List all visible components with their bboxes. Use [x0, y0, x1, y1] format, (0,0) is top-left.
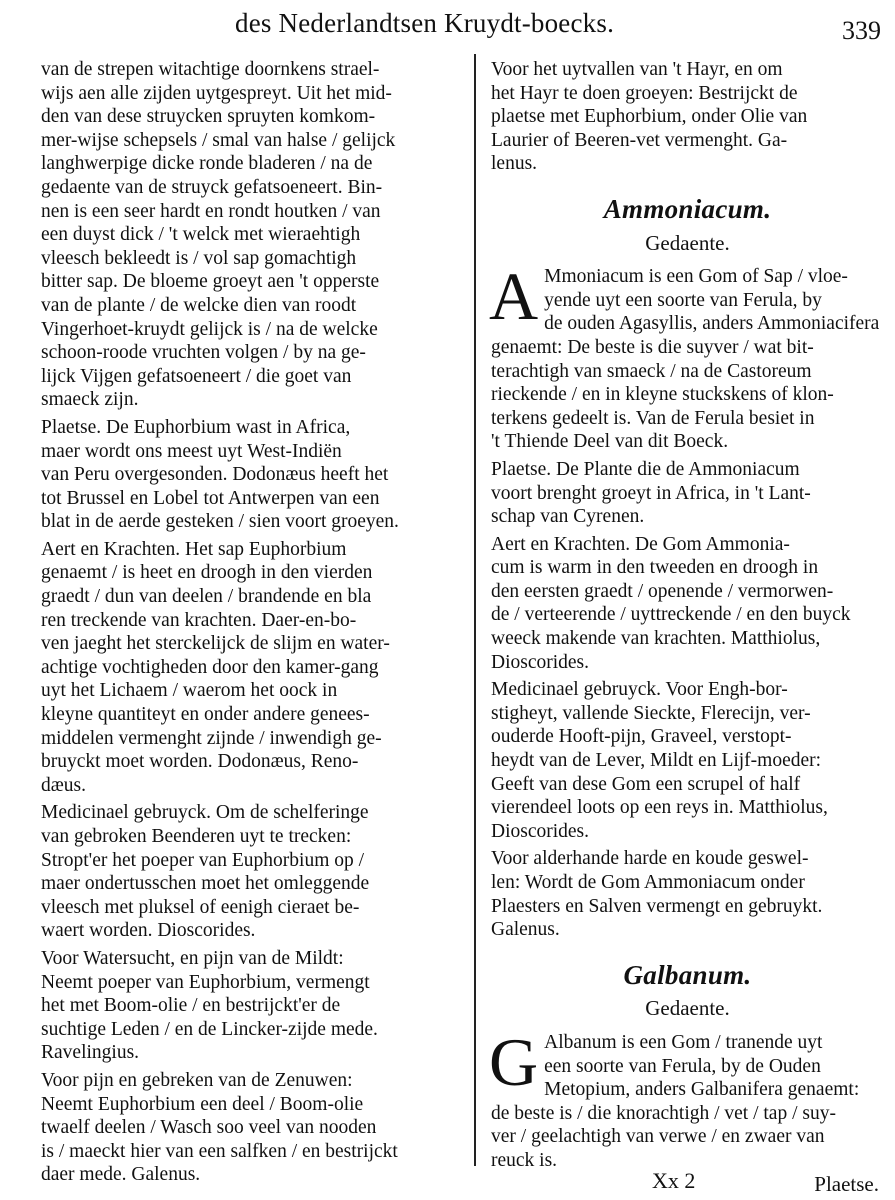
- right-column: [491, 58, 884, 1177]
- text-line: is / maeckt hier van een salfken / en bestrijckt: [41, 1140, 398, 1162]
- text-line: Aert en Krachten. De Gom Ammonia-: [491, 533, 790, 555]
- text-line: voort brenght groeyt in Africa, in 't Lant-: [491, 482, 811, 504]
- text-line: suchtige Leden / en de Lincker-zijde mede.: [41, 1018, 378, 1040]
- text-line: uyt het Lichaem / waerom het oock in: [41, 680, 338, 702]
- text-line: Voor pijn en gebreken van de Zenuwen:: [41, 1069, 353, 1091]
- text-line: een soorte van Ferula, by de Ouden: [544, 1055, 821, 1077]
- text-line: Medicinael gebruyck. Voor Engh-bor-: [491, 679, 788, 701]
- text-line: vleesch met pluksel of eenigh cieraet be-: [41, 896, 360, 918]
- text-line: Albanum is een Gom / tranende uyt: [544, 1031, 823, 1053]
- text-line: 't Thiende Deel van dit Boeck.: [491, 431, 729, 453]
- column-divider: [474, 54, 476, 1166]
- text-line: Vingerhoet-kruydt gelijck is / na de welcke: [41, 318, 378, 340]
- euphorbium-zenuwen: [41, 1069, 461, 1187]
- text-line: een duyst dick / 't welck met wieraehtigh: [41, 224, 361, 246]
- text-line: smaeck zijn.: [41, 389, 139, 411]
- text-line: Plaetse. De Euphorbium wast in Africa,: [41, 416, 351, 438]
- text-line: stigheyt, vallende Sieckte, Flerecijn, ver-: [491, 702, 811, 724]
- text-line: Dioscorides.: [491, 651, 590, 673]
- text-line: terachtigh van smaeck / na de Castoreum: [491, 360, 812, 382]
- text-line: Voor Watersucht, en pijn van de Mildt:: [41, 947, 344, 969]
- text-line: Galenus.: [491, 919, 560, 941]
- text-line: Aert en Krachten. Het sap Euphorbium: [41, 538, 347, 560]
- euphorbium-description: [41, 58, 461, 412]
- ammoniacum-gedaente: [489, 258, 884, 454]
- text-line: heydt van de Lever, Mildt en Lijf-moeder:: [491, 750, 822, 772]
- text-line: kleyne quantiteyt en onder andere genees-: [41, 704, 370, 726]
- page-number: 339: [842, 16, 881, 45]
- text-line: van de plante / de welcke dien van roodt: [41, 294, 357, 316]
- text-line: mer-wijse schepsels / smal van halse / gelijck: [41, 129, 396, 151]
- ammoniacum-geswellen: [491, 847, 884, 941]
- ammoniacum-plaetse: [491, 458, 884, 529]
- text-line: ver / geelachtigh van verwe / en zwaer van: [491, 1126, 825, 1148]
- text-line: ouderde Hooft-pijn, Graveel, verstopt-: [491, 726, 792, 748]
- text-line: cum is warm in den tweeden en droogh in: [491, 557, 819, 579]
- text-line: terkens gedeelt is. Van de Ferula besiet in: [491, 407, 815, 429]
- euphorbium-plaetse: [41, 416, 461, 534]
- text-line: genaemt: De beste is die suyver / wat bit-: [491, 336, 814, 358]
- text-line: Plaetse. De Plante die de Ammoniacum: [491, 458, 800, 480]
- text-line: graedt / dun van deelen / brandende en bla: [41, 586, 372, 608]
- text-line: bruyckt moet worden. Dodonæus, Reno-: [41, 751, 359, 773]
- text-line: Voor alderhande harde en koude geswel-: [491, 848, 809, 870]
- euphorbium-medicinael: [41, 801, 461, 943]
- text-line: wijs aen alle zijden uytgesprеyt. Uit het mid-: [41, 82, 392, 104]
- text-line: vierendeel loots op een reys in. Matthiolus,: [491, 797, 828, 819]
- text-line: Neemt Euphorbium een deel / Boom-olie: [41, 1093, 364, 1115]
- section-title-galbanum: Galbanum.: [623, 959, 752, 990]
- text-line: ven jaeght het sterckelijck de slijm en water-: [41, 633, 390, 655]
- text-line: langhwerpige dicke ronde bladeren / na de: [41, 153, 373, 175]
- drop-cap: G: [489, 1023, 539, 1100]
- text-line: van Peru overgesonden. Dodonæus heeft het: [41, 464, 389, 486]
- text-line: Geeft van dese Gom een scrupel of half: [491, 773, 801, 795]
- text-line: den eersten graedt / openende / vermorwen-: [491, 580, 834, 602]
- text-line: weeck makende van krachten. Matthiolus,: [491, 628, 821, 650]
- text-line: reuck is.: [491, 1149, 558, 1171]
- text-line: Mmoniacum is een Gom of Sap / vloe-: [544, 266, 848, 288]
- euphorbium-aert: [41, 538, 461, 798]
- text-line: blat in de aerde gesteken / sien voort groeyen.: [41, 511, 399, 533]
- text-line: de beste is / die knorachtigh / vet / tap / suy-: [491, 1102, 836, 1124]
- text-line: lijck Vijgen gefatsoeneert / die goet van: [41, 365, 352, 387]
- text-line: gedaente van de struyck gefatsoeneert. Bin-: [41, 176, 383, 198]
- section-title-ammoniacum: Ammoniacum.: [603, 193, 772, 224]
- hayr-paragraph: [491, 58, 884, 176]
- text-line: achtige vochtigheden door den kamer-gang: [41, 656, 379, 678]
- text-line: maer ondertusschen moet het omleggende: [41, 873, 370, 895]
- text-line: Laurier of Beeren-vet vermenght. Ga-: [491, 129, 788, 151]
- text-line: den van dese struycken spruyten komkom-: [41, 106, 376, 128]
- text-line: Dioscorides.: [491, 820, 590, 842]
- catchword: Plaetse.: [814, 1172, 879, 1196]
- running-head: des Nederlandtsen Kruydt-boecks.: [235, 8, 615, 38]
- text-line: schap van Cyrenen.: [491, 506, 645, 528]
- text-line: Metopium, anders Galbanifera genaemt:: [544, 1079, 860, 1101]
- text-line: dæus.: [41, 774, 86, 796]
- galbanum-gedaente: [489, 1023, 884, 1173]
- text-line: schoon-roode vruchten volgen / by na ge-: [41, 342, 366, 364]
- text-line: daer mede. Galenus.: [41, 1164, 201, 1186]
- text-line: Medicinael gebruyck. Om de schelferinge: [41, 802, 369, 824]
- text-line: Plaesters en Salven vermengt en gebruykt.: [491, 895, 823, 917]
- text-line: lenus.: [491, 153, 538, 175]
- text-line: van de strepen witachtige doornkens strael-: [41, 59, 380, 80]
- text-line: vleesch bekleedt is / vol sap gomachtigh: [41, 247, 357, 269]
- left-column: [41, 58, 461, 1191]
- ammoniacum-medicinael: [491, 678, 884, 843]
- subheading-gedaente: Gedaente.: [645, 230, 730, 255]
- text-line: het met Boom-olie / en bestrijckt'er de: [41, 995, 341, 1017]
- text-line: tot Brussel en Lobel tot Antwerpen van een: [41, 487, 380, 509]
- text-line: yende uyt een soorte van Ferula, by: [544, 289, 822, 311]
- drop-cap: A: [489, 258, 539, 335]
- text-line: bitter sap. De bloeme groeyt aen 't opperste: [41, 271, 380, 293]
- text-line: genaemt / is heet en droogh in den vierden: [41, 562, 373, 584]
- text-line: waert worden. Dioscorides.: [41, 920, 256, 942]
- text-line: rieckende / en in kleyne stuckskens of klon-: [491, 384, 834, 406]
- text-line: Ravelingius.: [41, 1042, 140, 1064]
- ammoniacum-aert: [491, 533, 884, 675]
- text-line: Stropt'er het poeper van Euphorbium op /: [41, 849, 365, 871]
- subheading-gedaente: Gedaente.: [645, 996, 730, 1021]
- text-line: middelen vermenght zijnde / inwendigh ge-: [41, 727, 382, 749]
- signature-mark: Xx 2: [652, 1168, 696, 1193]
- text-line: len: Wordt de Gom Ammoniacum onder: [491, 872, 805, 893]
- text-line: twaelf deelen / Wasch soo veel van nooden: [41, 1117, 377, 1139]
- text-line: het Hayr te doen groeyen: Bestrijckt de: [491, 82, 798, 104]
- text-line: maer wordt ons meest uyt West-Indiën: [41, 440, 342, 462]
- text-line: ren treckende van krachten. Daer-en-bo-: [41, 609, 357, 631]
- euphorbium-watersucht: [41, 947, 461, 1065]
- text-line: de ouden Agasyllis, anders Ammoniacifera: [544, 313, 880, 335]
- text-line: Voor het uytvallen van 't Hayr, en om: [491, 59, 783, 80]
- text-line: de / verteerende / uyttreckende / en den buyck: [491, 604, 851, 626]
- text-line: nen is een seer hardt en rondt houtken / van: [41, 200, 381, 222]
- text-line: van gebroken Beenderen uyt te trecken:: [41, 826, 352, 847]
- text-line: plaetse met Euphorbium, onder Olie van: [491, 106, 808, 128]
- text-line: Neemt poeper van Euphorbium, vermengt: [41, 971, 370, 993]
